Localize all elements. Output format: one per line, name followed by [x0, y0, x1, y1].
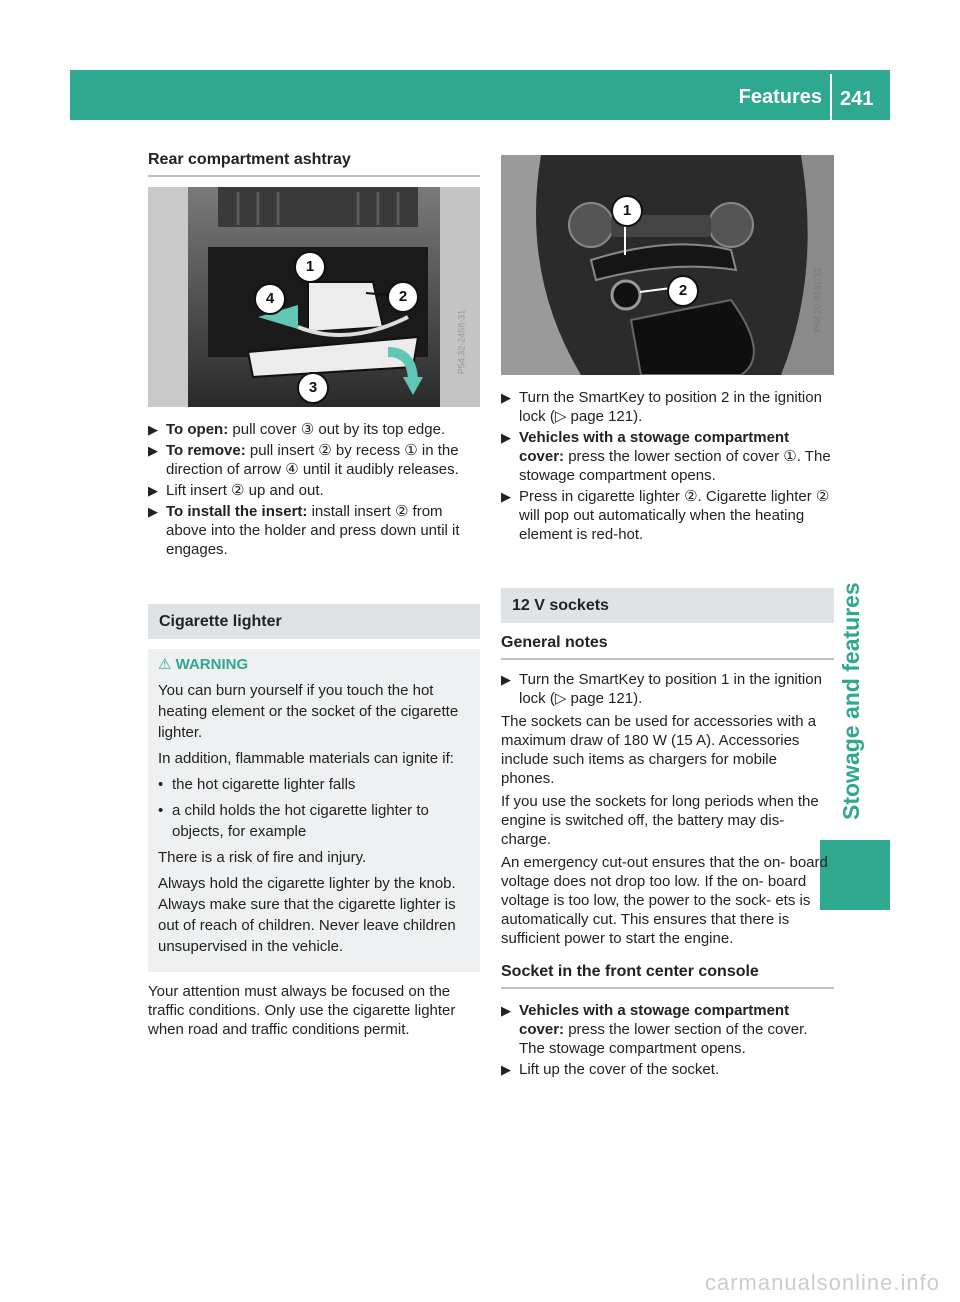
console-photo-code: P68.20-8191-31 [812, 267, 823, 333]
footer-watermark: carmanualsonline.info [704, 1270, 940, 1295]
section-title-ashtray: Rear compartment ashtray [148, 150, 480, 177]
side-chapter-label: Stowage and features [838, 582, 864, 820]
general-step: ▶ Turn the SmartKey to position 1 in the ignition lock (▷ page 121). [501, 671, 822, 707]
body-text: Your attention must always be focused on the traffic conditions. Only use the cigarette lighter when road and traffic conditions permit. [148, 983, 456, 1038]
warning-icon: ⚠ [158, 656, 172, 673]
step-arrow-icon: ▶ [501, 1003, 511, 1018]
console-photo: 1 2 P68.20-8191-31 [501, 155, 834, 375]
header-title: Features [738, 86, 822, 108]
body-text: An emergency cut-out ensures that the on- board voltage does not drop too low. If the on- board voltage is too low, the power to the sock- ets is automatically cut. This ensures that there is sufficient power to start the engine. [501, 854, 828, 947]
warning-box [148, 649, 480, 972]
ashtray-step: ▶ Lift insert ② up and out. [148, 482, 324, 499]
step-arrow-icon: ▶ [501, 489, 511, 504]
warning-text: There is a risk of fire and injury. [158, 849, 367, 866]
section-title-sockets: 12 V sockets [501, 588, 834, 623]
socket-step: ▶ Lift up the cover of the socket. [501, 1061, 720, 1078]
lighter-step: ▶ Turn the SmartKey to position 2 in the ignition lock (▷ page 121). [501, 389, 822, 425]
body-text: If you use the sockets for long periods when the engine is switched off, the battery may dis- charge. [501, 793, 819, 848]
warning-text: Always hold the cigarette lighter by the knob. Always make sure that the cigarette lighter is out of reach of children. Never leave children unsupervised in the vehicle. [158, 875, 456, 955]
left-column [148, 150, 480, 177]
body-text: The sockets can be used for accessories with a maximum draw of 180 W (15 A). Accessories include such items as chargers for mobile phones. [501, 713, 817, 787]
step-arrow-icon: ▶ [148, 504, 158, 519]
sockets-section [501, 588, 834, 1081]
section-title-socket: Socket in the front center console [501, 962, 834, 989]
warning-text: You can burn yourself if you touch the hot heating element or the socket of the cigarette lighter. [158, 682, 459, 741]
section-title-general: General notes [501, 633, 834, 660]
ashtray-steps [148, 420, 480, 561]
warning-bullet: • a child holds the hot cigarette lighter to objects, for example [158, 802, 429, 840]
lighter-step: ▶ Press in cigarette lighter ②. Cigarette lighter ② will pop out automatically when the heating element is red-hot. [501, 488, 830, 543]
warning-title: ⚠ WARNING [158, 656, 249, 673]
ashtray-step: ▶ To remove: pull insert ② by recess ① in the direction of arrow ④ until it audibly releases. [148, 442, 459, 478]
step-arrow-icon: ▶ [501, 430, 511, 445]
lighter-step: ▶ Vehicles with a stowage compartment cover: press the lower section of cover ①. The stowage compartment opens. [501, 429, 831, 484]
section-title-cigarette: Cigarette lighter [148, 604, 480, 639]
step-arrow-icon: ▶ [501, 390, 511, 405]
ashtray-step: ▶ To open: pull cover ③ out by its top edge. [148, 421, 446, 438]
step-arrow-icon: ▶ [148, 443, 158, 458]
lighter-steps [501, 388, 834, 546]
step-arrow-icon: ▶ [148, 422, 158, 437]
step-arrow-icon: ▶ [501, 1062, 511, 1077]
warning-bullet: • the hot cigarette lighter falls [158, 776, 356, 793]
page-number: 241 [840, 88, 874, 110]
warning-text: In addition, flammable materials can ignite if: [158, 750, 454, 767]
step-arrow-icon: ▶ [148, 483, 158, 498]
ashtray-photo: 1 2 3 4 P54.32-2458-31 [148, 187, 480, 407]
step-arrow-icon: ▶ [501, 672, 511, 687]
cigarette-section [148, 604, 480, 1043]
header-separator [830, 74, 832, 120]
ashtray-step: ▶ To install the insert: install insert ② from above into the holder and press down until it engages. [148, 503, 460, 558]
ashtray-photo-code: P54.32-2458-31 [456, 309, 467, 375]
socket-step: ▶ Vehicles with a stowage compartment cover: press the lower section of the cover. The stowage compartment opens. [501, 1002, 808, 1057]
